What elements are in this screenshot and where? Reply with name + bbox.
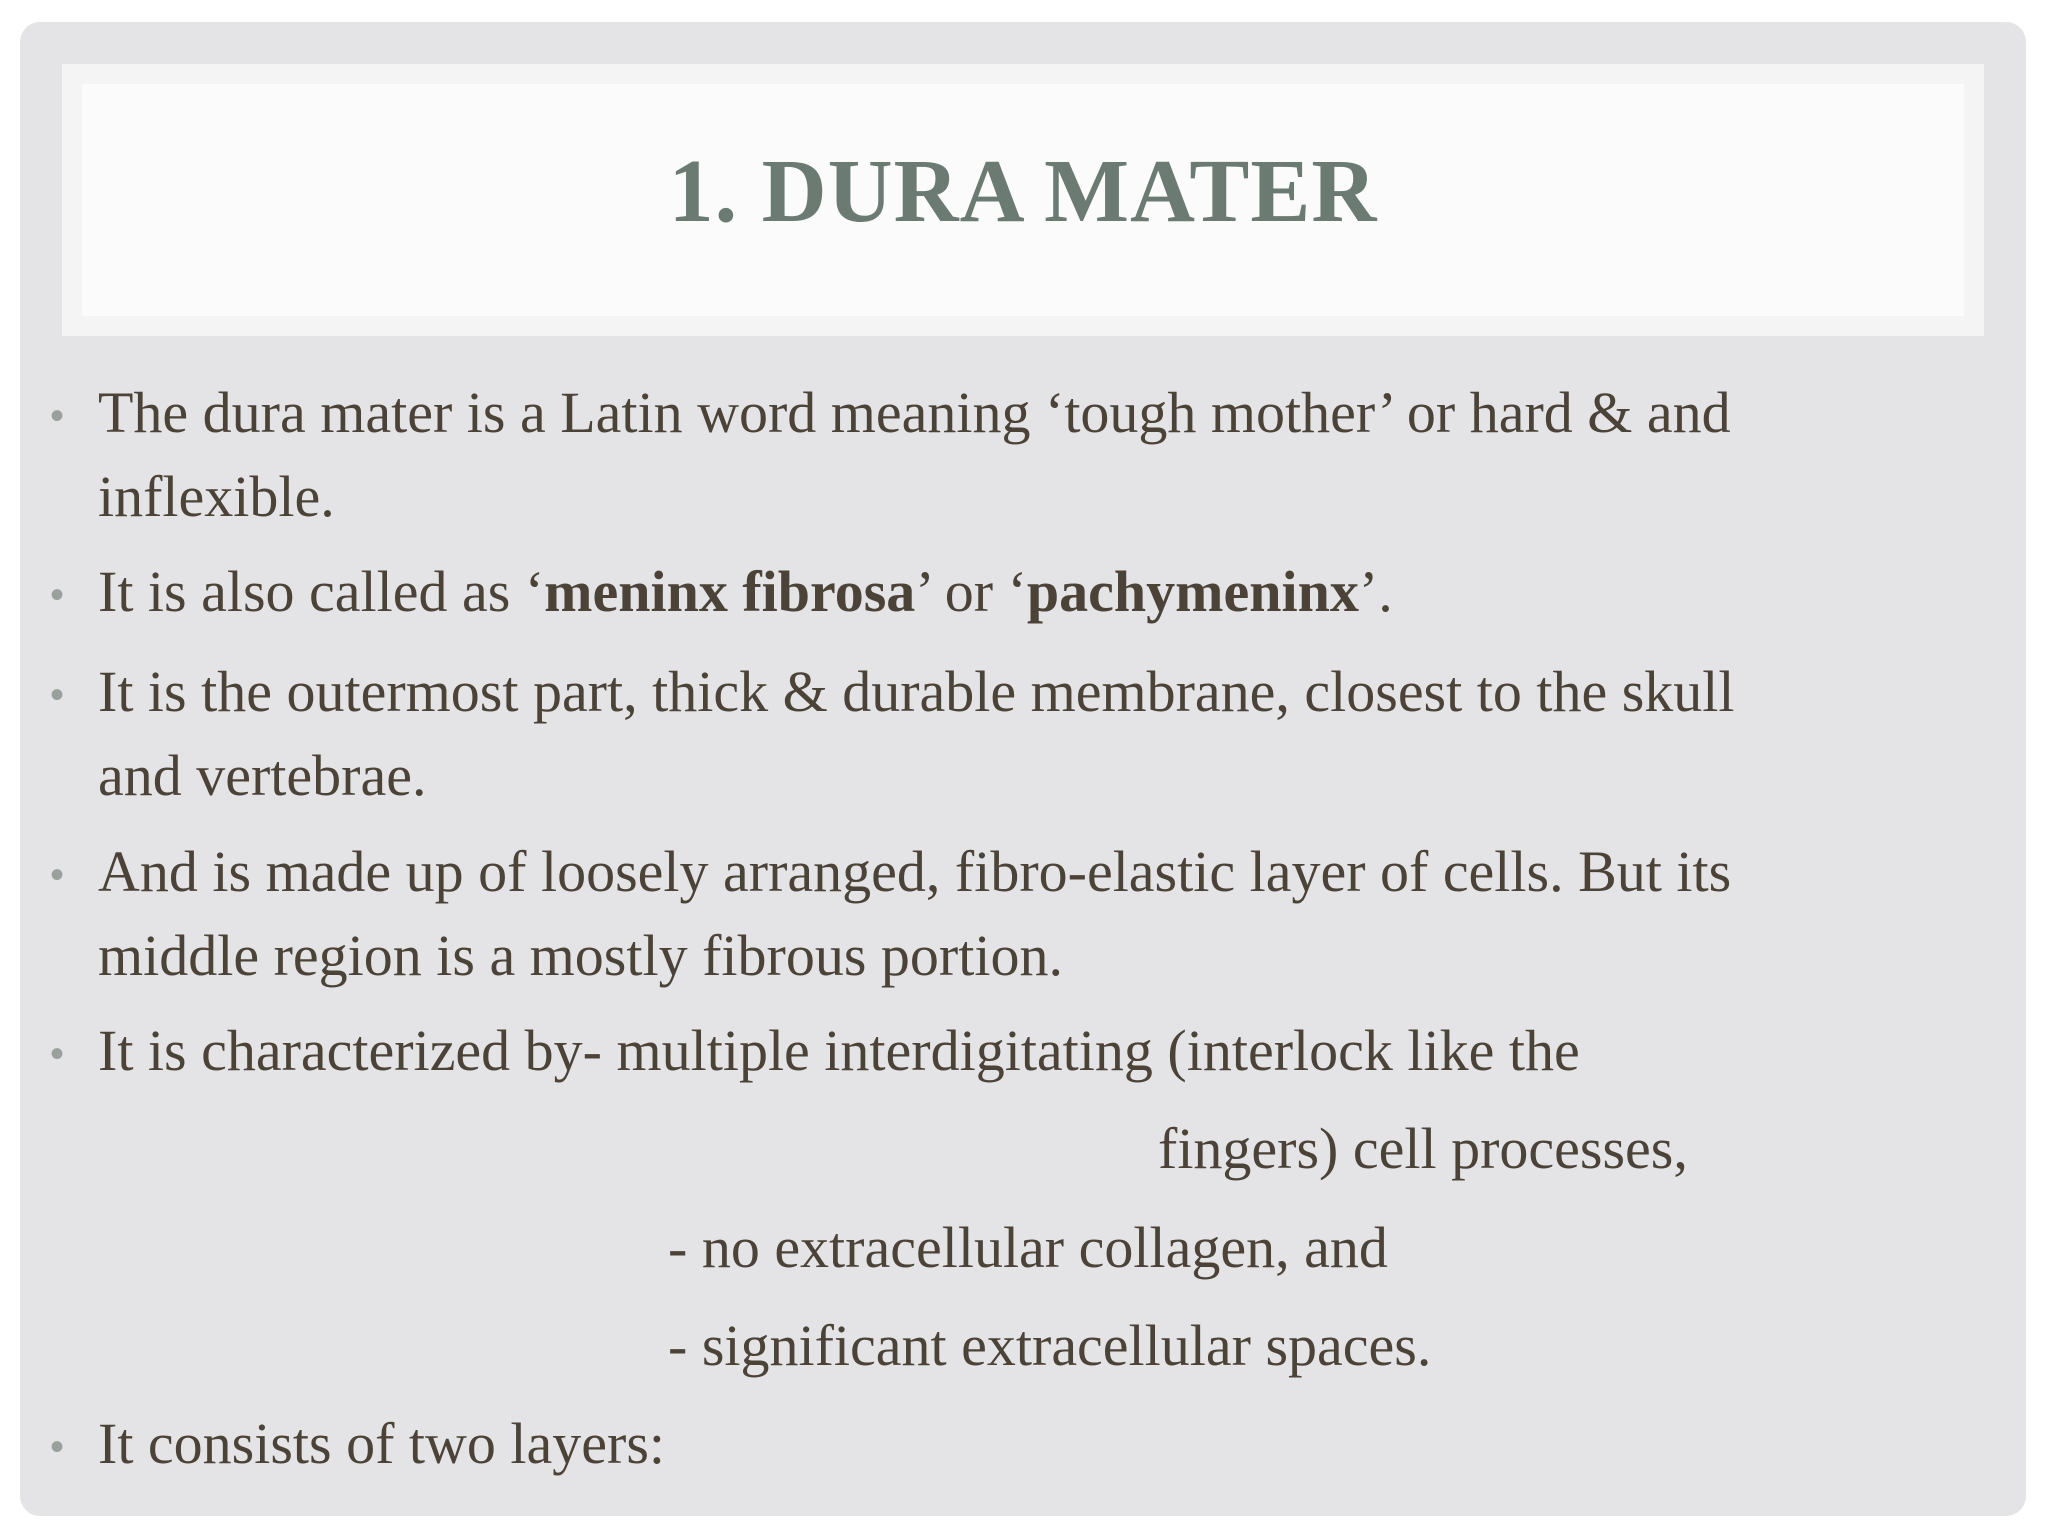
bullet-5-line-3: - no extracellular collagen, and [668, 1215, 1388, 1280]
slide-title: 1. DURA MATER [668, 142, 1378, 241]
bullet-2-text-mid: ’ or ‘ [915, 559, 1027, 624]
bullet-4-line-2: middle region is a mostly fibrous portion. [98, 923, 1063, 988]
bullet-2-text-pre: It is also called as ‘ [98, 559, 545, 624]
bullet-1-line-2: inflexible. [98, 464, 335, 529]
slide [20, 22, 2026, 1516]
bullet-1-line-1: The dura mater is a Latin word meaning ‘tough mother’ or hard & and [98, 380, 1731, 445]
bullet-3-line-2: and vertebrae. [98, 743, 427, 808]
bullet-5-line-1: It is characterized by- multiple interdigitating (interlock like the [98, 1018, 1580, 1083]
term-pachymeninx: pachymeninx [1026, 559, 1359, 624]
bullet-marker: • [50, 1425, 65, 1469]
term-meninx-fibrosa: meninx fibrosa [544, 559, 916, 624]
bullet-marker: • [50, 673, 65, 717]
bullet-3-line-1: It is the outermost part, thick & durable membrane, closest to the skull [98, 659, 1735, 724]
bullet-marker: • [50, 1032, 65, 1076]
bullet-5-line-2: fingers) cell processes, [1158, 1116, 1688, 1181]
bullet-2-text-post: ’. [1358, 559, 1393, 624]
bullet-marker: • [50, 573, 65, 617]
bullet-4-line-1: And is made up of loosely arranged, fibro-elastic layer of cells. But its [98, 839, 1732, 904]
bullet-5-line-4: - significant extracellular spaces. [668, 1313, 1432, 1378]
bullet-marker: • [50, 853, 65, 897]
bullet-6-line-1: It consists of two layers: [98, 1411, 666, 1476]
bullet-2-line-1 [98, 559, 1393, 624]
bullet-marker: • [50, 394, 65, 438]
